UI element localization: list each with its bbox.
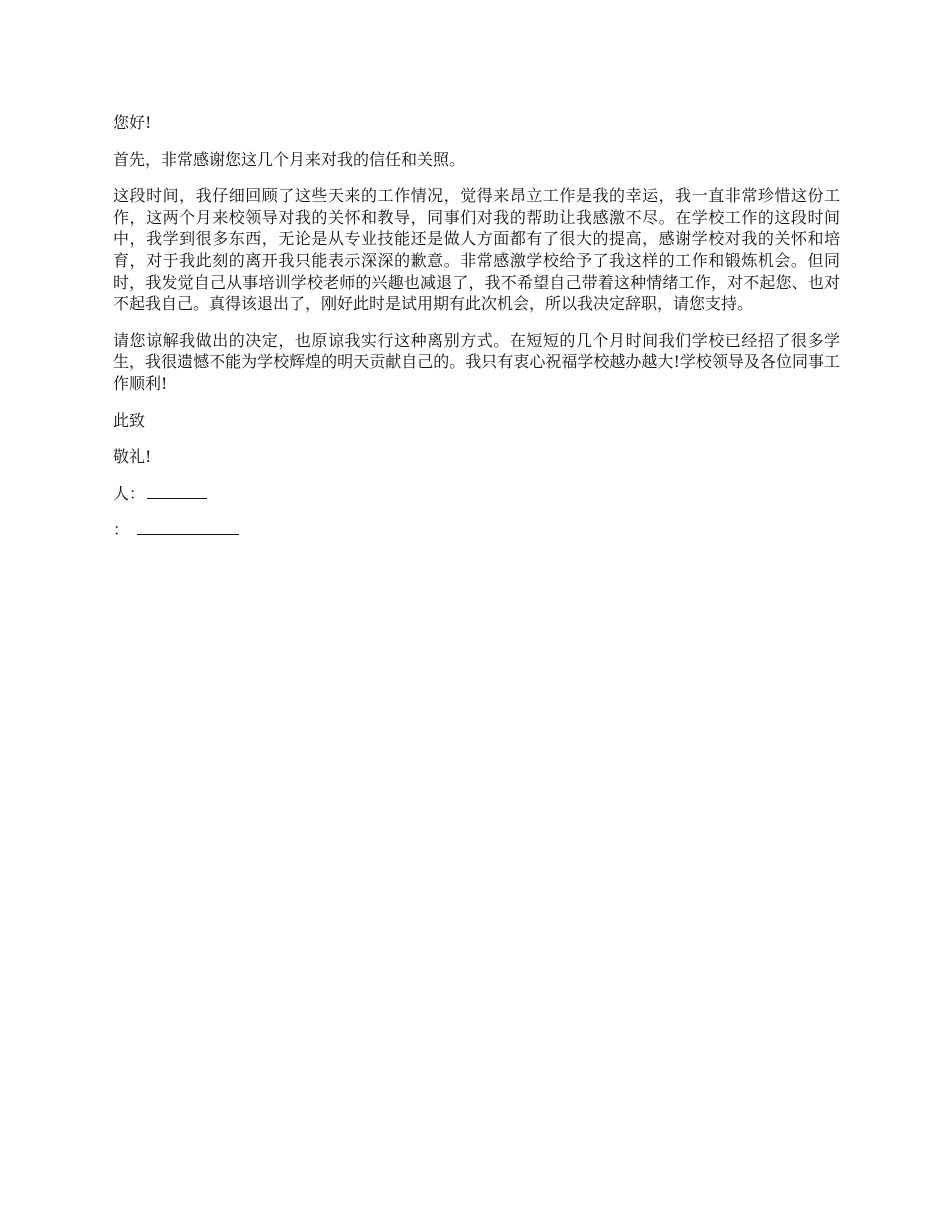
signer-label: 人： <box>113 483 146 503</box>
paragraph-thanks: 首先，非常感谢您这几个月来对我的信任和关照。 <box>113 149 466 169</box>
paragraph-farewell: 请您谅解我做出的决定，也原谅我实行这种离别方式。在短短的几个月时间我们学校已经招了很多学生，我很遗憾不能为学校辉煌的明天贡献自己的。我只有衷心祝福学校越办越大!学校领导及各位同事工作顺利! <box>113 330 840 393</box>
signer-blank-line <box>147 483 207 499</box>
letter-body <box>113 112 840 556</box>
date-blank-line <box>137 519 239 535</box>
closing-salutation: 此致 <box>113 410 146 430</box>
signer-row <box>113 483 840 505</box>
paragraph-reflection: 这段时间，我仔细回顾了这些天来的工作情况，觉得来昂立工作是我的幸运，我一直非常珍惜这份工作，这两个月来校领导对我的关怀和教导，同事们对我的帮助让我感激不尽。在学校工作的这段时间中，我学到很多东西，无论是从专业技能还是做人方面都有了很大的提高，感谢学校对我的关怀和培育，对于我此刻的离开我只能表示深深的歉意。非常感激学校给予了我这样的工作和锻炼机会。但同时，我发觉自己从事培训学校老师的兴趣也减退了，我不希望自己带着这种情绪工作，对不起您、也对不起我自己。真得该退出了，刚好此时是试用期有此次机会，所以我决定辞职，请您支持。 <box>113 186 840 314</box>
greeting: 您好! <box>113 113 152 132</box>
date-label: ： <box>113 520 130 540</box>
closing-regards: 敬礼! <box>113 447 152 467</box>
date-row <box>113 519 840 541</box>
